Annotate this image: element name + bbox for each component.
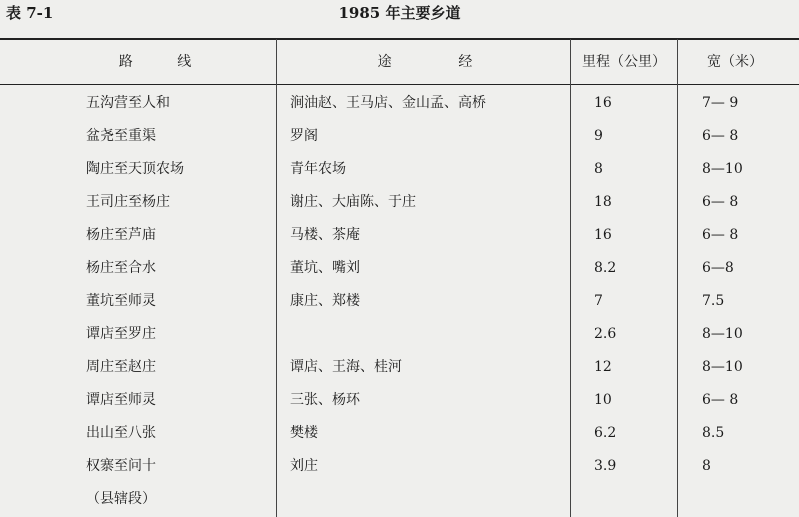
column-divider-1	[276, 39, 277, 517]
length-cell: 8.2	[594, 260, 617, 276]
width-cell: 8	[702, 458, 711, 474]
width-cell: 8—10	[702, 326, 743, 342]
route-cell: 谭店至罗庄	[86, 326, 156, 342]
length-cell: 9	[594, 128, 603, 144]
via-cell: 涧油赵、王马店、金山孟、高桥	[290, 95, 486, 111]
length-cell: 6.2	[594, 425, 617, 441]
width-cell: 8—10	[702, 359, 743, 375]
table-title: 1985 年主要乡道	[338, 4, 461, 22]
column-divider-2	[570, 39, 571, 517]
via-cell: 谭店、王海、桂河	[290, 359, 402, 375]
column-header-route: 路 线	[118, 54, 192, 70]
via-cell: 康庄、郑楼	[290, 293, 360, 309]
via-cell: 三张、杨环	[290, 392, 360, 408]
column-header-via: 途 经	[377, 54, 473, 70]
length-cell: 18	[594, 194, 612, 210]
width-cell: 6— 8	[702, 128, 739, 144]
route-cell: 杨庄至合水	[86, 260, 156, 276]
route-cell: 盆尧至重渠	[86, 128, 156, 144]
via-cell: 谢庄、大庙陈、于庄	[290, 194, 416, 210]
route-cell: 王司庄至杨庄	[86, 194, 170, 210]
length-cell: 2.6	[594, 326, 617, 342]
length-cell: 12	[594, 359, 612, 375]
header-rule	[0, 84, 799, 85]
via-cell: 罗阁	[290, 128, 318, 144]
route-cell: 出山至八张	[86, 425, 156, 441]
width-cell: 7— 9	[702, 95, 739, 111]
length-cell: 16	[594, 95, 612, 111]
width-cell: 6— 8	[702, 392, 739, 408]
route-cell: 杨庄至芦庙	[86, 227, 156, 243]
width-cell: 8.5	[702, 425, 725, 441]
length-cell: 10	[594, 392, 612, 408]
via-cell: 刘庄	[290, 458, 318, 474]
table-label: 表 7-1	[6, 4, 54, 22]
via-cell: 董坑、嘴刘	[290, 260, 360, 276]
length-cell: 7	[594, 293, 603, 309]
length-cell: 8	[594, 161, 603, 177]
route-cell: 周庄至赵庄	[86, 359, 156, 375]
column-header-width: 宽（米）	[707, 54, 763, 70]
route-cell: （县辖段）	[86, 491, 156, 507]
column-divider-3	[677, 39, 678, 517]
length-cell: 16	[594, 227, 612, 243]
width-cell: 7.5	[702, 293, 725, 309]
route-cell: 权寨至问十	[86, 458, 156, 474]
width-cell: 6— 8	[702, 227, 739, 243]
column-header-length: 里程（公里）	[582, 54, 666, 70]
via-cell: 青年农场	[290, 161, 346, 177]
route-cell: 陶庄至天顶农场	[86, 161, 184, 177]
width-cell: 8—10	[702, 161, 743, 177]
route-cell: 谭店至师灵	[86, 392, 156, 408]
route-cell: 董坑至师灵	[86, 293, 156, 309]
via-cell: 樊楼	[290, 425, 318, 441]
route-cell: 五沟营至人和	[86, 95, 170, 111]
width-cell: 6— 8	[702, 194, 739, 210]
via-cell: 马楼、茶庵	[290, 227, 360, 243]
length-cell: 3.9	[594, 458, 617, 474]
width-cell: 6—8	[702, 260, 734, 276]
top-rule	[0, 38, 799, 40]
